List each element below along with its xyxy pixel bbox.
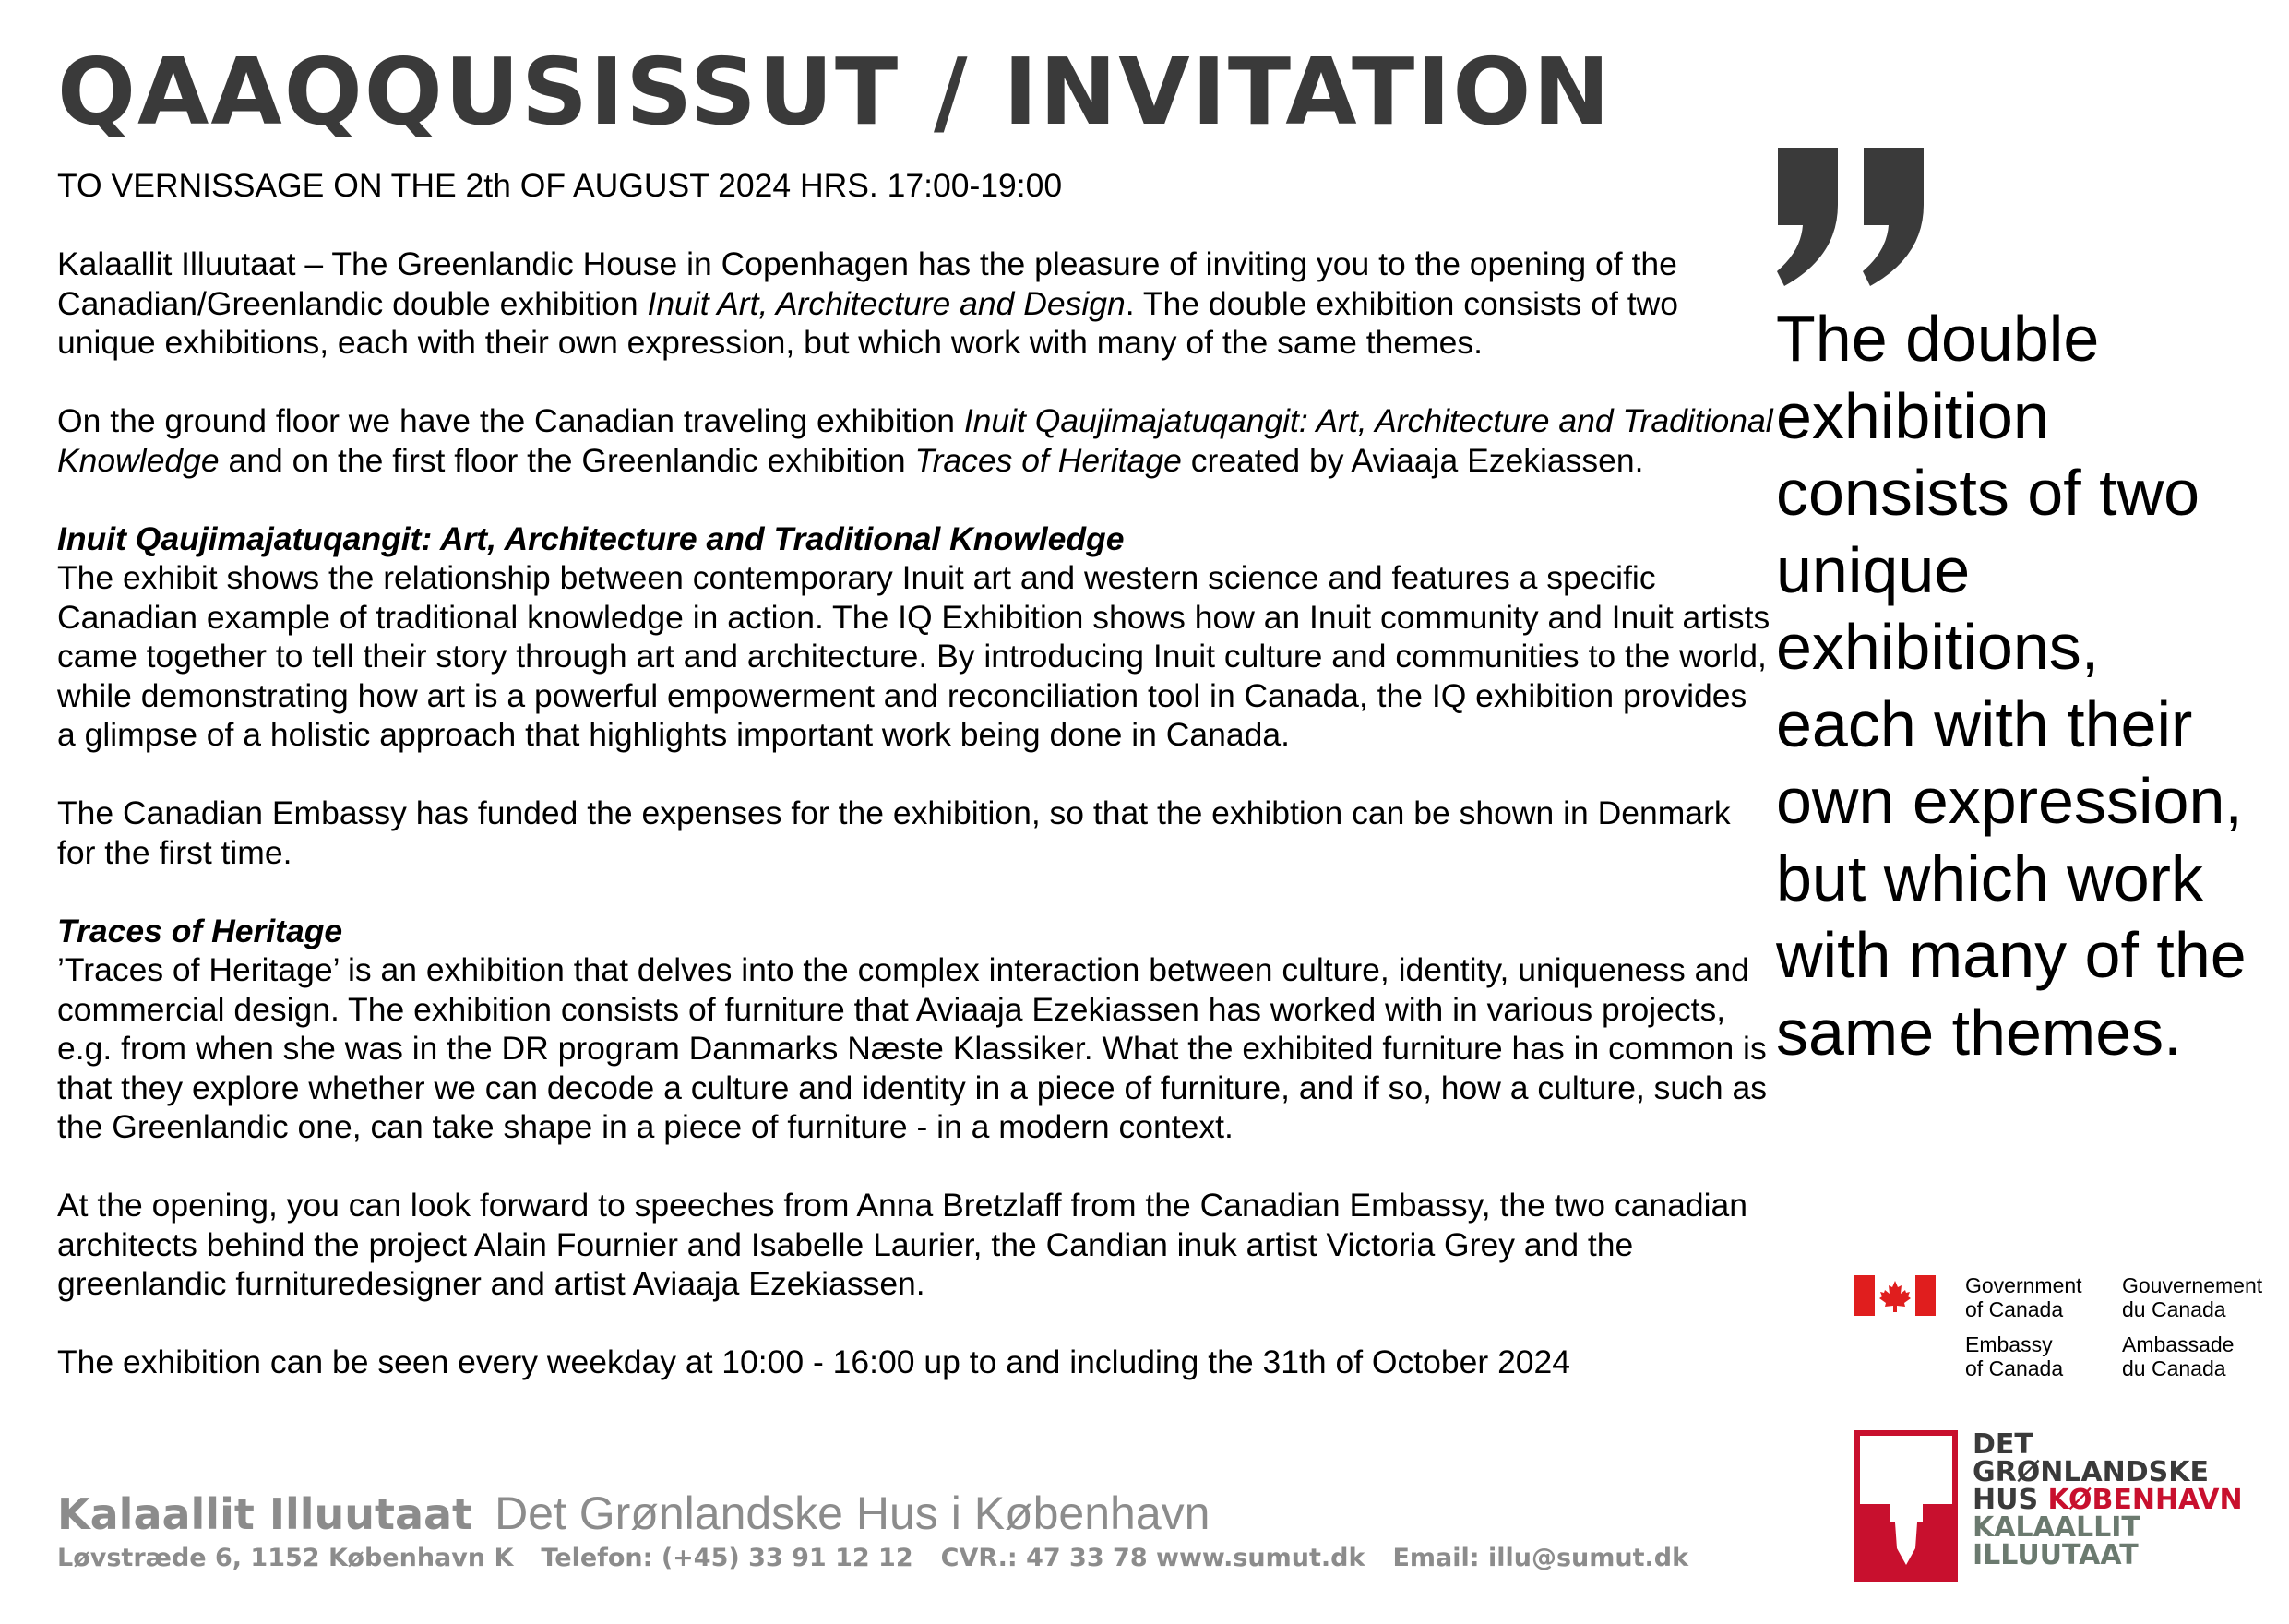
footer-email: Email: illu@sumut.dk xyxy=(1392,1544,1689,1572)
gov-fr-line2: du Canada xyxy=(2122,1297,2226,1321)
traces-heading: Traces of Heritage xyxy=(57,912,343,949)
intro-text-b: . The double exhibition consists of two unique exhibitions, each with their own expression, but which work with many of the same themes. xyxy=(57,284,1679,361)
footer-cvr-website: CVR.: 47 33 78 www.sumut.dk xyxy=(940,1544,1365,1572)
iq-paragraph: The exhibit shows the relationship between contemporary Inuit art and western science and features a specific Canadian example of traditional knowledge in action. The IQ Exhibition shows how an Inuit community and Inuit artists came together to tell their story through art and architecture. By introducing Inuit culture and communities to the world, while demonstrating how art is a powerful empowerment and reconciliation tool in Canada, the IQ exhibition provides a glimpse of a holistic approach that highlights important work being done in Canada. xyxy=(57,559,1770,753)
logo-line-hus-kobenhavn xyxy=(1973,1484,2243,1516)
floors-text-b: and on the first floor the Greenlandic exhibition xyxy=(219,441,915,479)
logo-word-kobenhavn: KØBENHAVN xyxy=(2047,1484,2243,1516)
logo-word-gronlandske: GRØNLANDSKE xyxy=(1973,1456,2210,1488)
floors-title-iq: Inuit Qaujimajatuqangit: Art, Architecture and Traditional Knowledge xyxy=(57,402,1773,479)
pull-quote: The double exhibition consists of two unique exhibitions, each with their own expression, but which work with many of the same themes. xyxy=(1776,303,2247,1069)
gov-en-line2: of Canada xyxy=(1965,1297,2064,1321)
footer-contact xyxy=(57,1543,1688,1574)
intro-exhibition-title: Inuit Art, Architecture and Design xyxy=(647,284,1126,322)
logo-word-hus: HUS xyxy=(1973,1484,2048,1516)
gov-en-line1: Government xyxy=(1965,1273,2082,1297)
embassy-fr-line1: Ambassade xyxy=(2122,1332,2235,1356)
gov-fr-line1: Gouvernement xyxy=(2122,1273,2263,1297)
floors-paragraph xyxy=(57,401,1773,480)
iq-heading: Inuit Qaujimajatuqangit: Art, Architecture and Traditional Knowledge xyxy=(57,519,1125,557)
floors-title-traces: Traces of Heritage xyxy=(914,441,1182,479)
quotation-mark-icon xyxy=(1773,148,1930,286)
footer-brand: Kalaallit Illuutaat xyxy=(57,1489,473,1539)
footer-house-name: Det Grønlandske Hus i København xyxy=(495,1487,1210,1539)
floors-text-c: created by Aviaaja Ezekiassen. xyxy=(1181,441,1644,479)
government-of-canada-wordmark xyxy=(1854,1273,2279,1393)
traces-paragraph: ’Traces of Heritage’ is an exhibition that delves into the complex interaction between culture, identity, uniqueness and commercial design. The exhibition consists of furniture that Aviaaja Ezekiassen has worked with in various projects, e.g. from when she was in the DR program Danmarks Næste Klassiker. What the exhibited furniture has in common is that they explore whether we can decode a culture and identity in a piece of furniture, and if so, how a culture, such as the Greenlandic one, can take shape in a piece of furniture - in a modern context. xyxy=(57,951,1768,1145)
logo-word-det: DET xyxy=(1973,1428,2033,1461)
page-title: QAAQQUSISSUT / INVITATION xyxy=(57,38,1613,146)
footer-organization xyxy=(57,1487,1210,1540)
hours-paragraph: The exhibition can be seen every weekday at 10:00 - 16:00 up to and including the 31th of October 2024 xyxy=(57,1343,1571,1380)
intro-paragraph xyxy=(57,245,1773,363)
intro-text-a: Kalaallit Illuutaat – The Greenlandic House in Copenhagen has the pleasure of inviting you to the opening of the Canadian/Greenlandic double exhibition xyxy=(57,245,1677,322)
embassy-en-line2: of Canada xyxy=(1965,1356,2064,1380)
embassy-fr-line2: du Canada xyxy=(2122,1356,2226,1380)
floors-text-a: On the ground floor we have the Canadian traveling exhibition xyxy=(57,402,964,439)
logo-word-kalaallit: KALAALLIT xyxy=(1973,1511,2140,1544)
logo-word-illuutaat: ILLUUTAAT xyxy=(1973,1539,2139,1571)
greenlandic-house-logo-icon xyxy=(1854,1430,1958,1582)
embassy-en-line1: Embassy xyxy=(1965,1332,2053,1356)
speeches-paragraph: At the opening, you can look forward to speeches from Anna Bretzlaff from the Canadian Embassy, the two canadian architects behind the project Alain Fournier and Isabelle Laurier, the Candian inuk artist Victoria Grey and the greenlandic furnituredesigner and artist Aviaaja Ezekiassen. xyxy=(57,1187,1747,1302)
canada-flag-icon xyxy=(1854,1275,1936,1316)
footer-address: Løvstræde 6, 1152 København K xyxy=(57,1544,514,1572)
invitation-body xyxy=(57,166,1773,1421)
footer-phone: Telefon: (+45) 33 91 12 12 xyxy=(541,1544,913,1572)
greenlandic-house-logo xyxy=(1854,1430,2260,1587)
vernissage-line: TO VERNISSAGE ON THE 2th OF AUGUST 2024 HRS. 17:00-19:00 xyxy=(57,167,1063,204)
embassy-funding-paragraph: The Canadian Embassy has funded the expenses for the exhibition, so that the exhibtion can be shown in Denmark for the first time. xyxy=(57,794,1731,871)
